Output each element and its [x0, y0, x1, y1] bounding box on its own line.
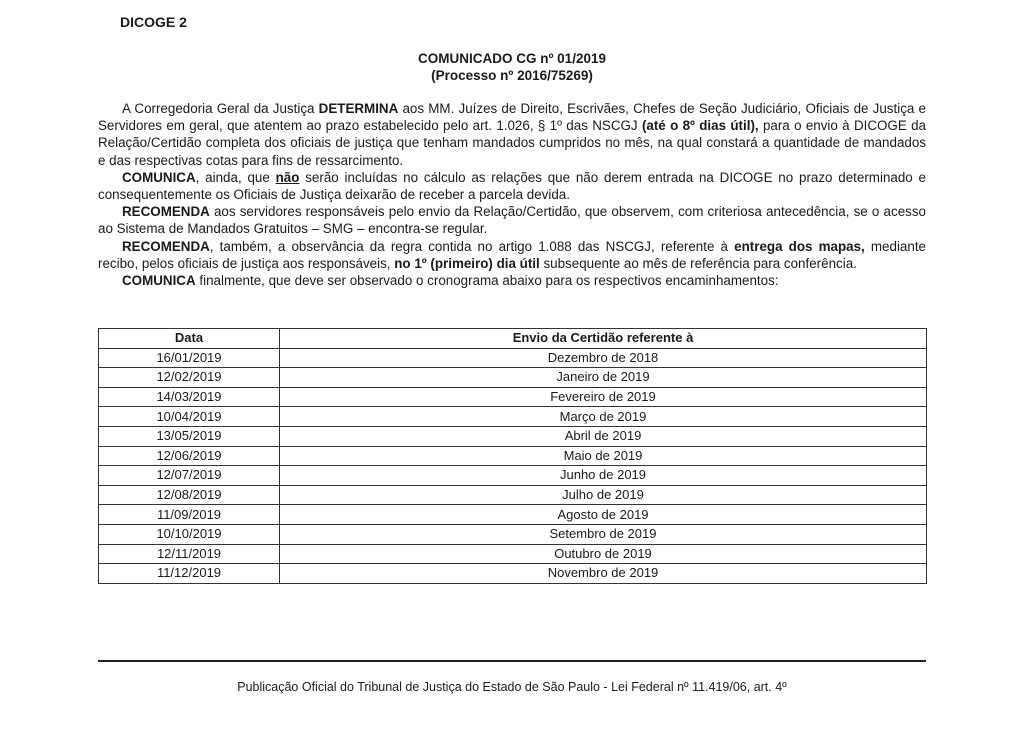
paragraph-comunica — [98, 169, 926, 203]
cell-date: 12/06/2019 — [99, 446, 280, 466]
bold-span: RECOMENDA — [122, 238, 210, 254]
cell-date: 12/08/2019 — [99, 485, 280, 505]
section-label: DICOGE 2 — [120, 14, 187, 30]
text-span: , ainda, que — [195, 169, 276, 185]
bold-span: entrega dos mapas, — [734, 238, 865, 254]
cell-reference: Janeiro de 2019 — [280, 368, 927, 388]
cell-date: 12/11/2019 — [99, 544, 280, 564]
footer-divider — [98, 660, 926, 662]
table-header-row — [99, 329, 927, 349]
bold-span: DETERMINA — [318, 101, 399, 116]
bold-span: COMUNICA — [122, 169, 196, 185]
document-body — [98, 100, 926, 289]
table-row — [99, 524, 927, 544]
text-span: mediante recibo, pelos oficiais de justiça aos responsáveis, — [98, 238, 926, 271]
cell-reference: Outubro de 2019 — [280, 544, 927, 564]
underlined-span: não — [275, 169, 300, 185]
cell-date: 12/07/2019 — [99, 466, 280, 486]
text-span: A Corregedoria Geral da Justiça — [122, 101, 319, 116]
cell-reference: Junho de 2019 — [280, 466, 927, 486]
paragraph-recomenda — [98, 203, 926, 237]
cell-reference: Setembro de 2019 — [280, 524, 927, 544]
cell-reference: Agosto de 2019 — [280, 505, 927, 525]
table-row — [99, 348, 927, 368]
table-row — [99, 426, 927, 446]
text-span: serão incluídas no cálculo as relações que não derem entrada na DICOGE no prazo determinado e consequentemente os Oficiais de Justiça deixarão de receber a parcela devida. — [98, 169, 926, 203]
cell-date: 11/09/2019 — [99, 505, 280, 525]
paragraph-comunica-finalmente — [98, 272, 926, 289]
bold-span: RECOMENDA — [122, 204, 210, 220]
text-span: , também, a observância da regra contida no artigo 1.088 das NSCGJ, referente à — [209, 238, 735, 254]
table-row — [99, 446, 927, 466]
bold-span: COMUNICA — [122, 273, 196, 289]
text-span: aos servidores responsáveis pelo envio da Relação/Certidão, que observem, com criteriosa antecedência, se o acesso ao Sistema de Mandados Gratuitos – SMG – encontra-se regular. — [98, 204, 926, 237]
header-date: Data — [99, 329, 280, 349]
table-row — [99, 368, 927, 388]
table-row — [99, 466, 927, 486]
cell-reference: Fevereiro de 2019 — [280, 387, 927, 407]
table-row — [99, 505, 927, 525]
cell-date: 13/05/2019 — [99, 426, 280, 446]
cell-reference: Julho de 2019 — [280, 485, 927, 505]
cell-reference: Abril de 2019 — [280, 426, 927, 446]
paragraph-determina — [98, 100, 926, 169]
paragraph-recomenda-tambem — [98, 238, 926, 272]
table-row — [99, 544, 927, 564]
cell-reference: Dezembro de 2018 — [280, 348, 927, 368]
text-span: finalmente, que deve ser observado o cronograma abaixo para os respectivos encaminhamentos: — [195, 273, 779, 289]
table-row — [99, 485, 927, 505]
title-line-1: COMUNICADO CG nº 01/2019 — [418, 51, 606, 66]
cell-date: 11/12/2019 — [99, 564, 280, 584]
bold-span — [276, 170, 300, 185]
table-row — [99, 387, 927, 407]
cell-reference: Março de 2019 — [280, 407, 927, 427]
title-line-2: (Processo nº 2016/75269) — [431, 68, 593, 83]
header-reference: Envio da Certidão referente à — [280, 329, 927, 349]
document-title — [98, 50, 926, 84]
footer-publication-note: Publicação Oficial do Tribunal de Justiça do Estado de São Paulo - Lei Federal nº 11.419/06, art. 4º — [237, 680, 787, 694]
table-row — [99, 407, 927, 427]
cell-date: 12/02/2019 — [99, 368, 280, 388]
text-span: subsequente ao mês de referência para conferência. — [539, 255, 857, 271]
bold-span: no 1º (primeiro) dia útil — [394, 255, 540, 271]
text-span: para o envio à DICOGE da Relação/Certidão completa dos oficiais de justiça que tenham mandados cumpridos no mês, na qual constará a quantidade de mandados e das respectivas cotas para fins de ressarcimento. — [98, 118, 926, 168]
cell-date: 10/04/2019 — [99, 407, 280, 427]
bold-span: (até o 8º dias útil), — [641, 118, 759, 134]
cell-date: 10/10/2019 — [99, 524, 280, 544]
text-span: aos MM. Juízes de Direito, Escrivães, Chefes de Seção Judiciário, Oficiais de Justiça e Servidores em geral, que atentem ao prazo estabelecido pelo art. 1.026, § 1º das NSCGJ — [98, 101, 926, 134]
cell-date: 14/03/2019 — [99, 387, 280, 407]
schedule-table — [98, 328, 927, 584]
cell-date: 16/01/2019 — [99, 348, 280, 368]
cell-reference: Novembro de 2019 — [280, 564, 927, 584]
table-row — [99, 564, 927, 584]
cell-reference: Maio de 2019 — [280, 446, 927, 466]
